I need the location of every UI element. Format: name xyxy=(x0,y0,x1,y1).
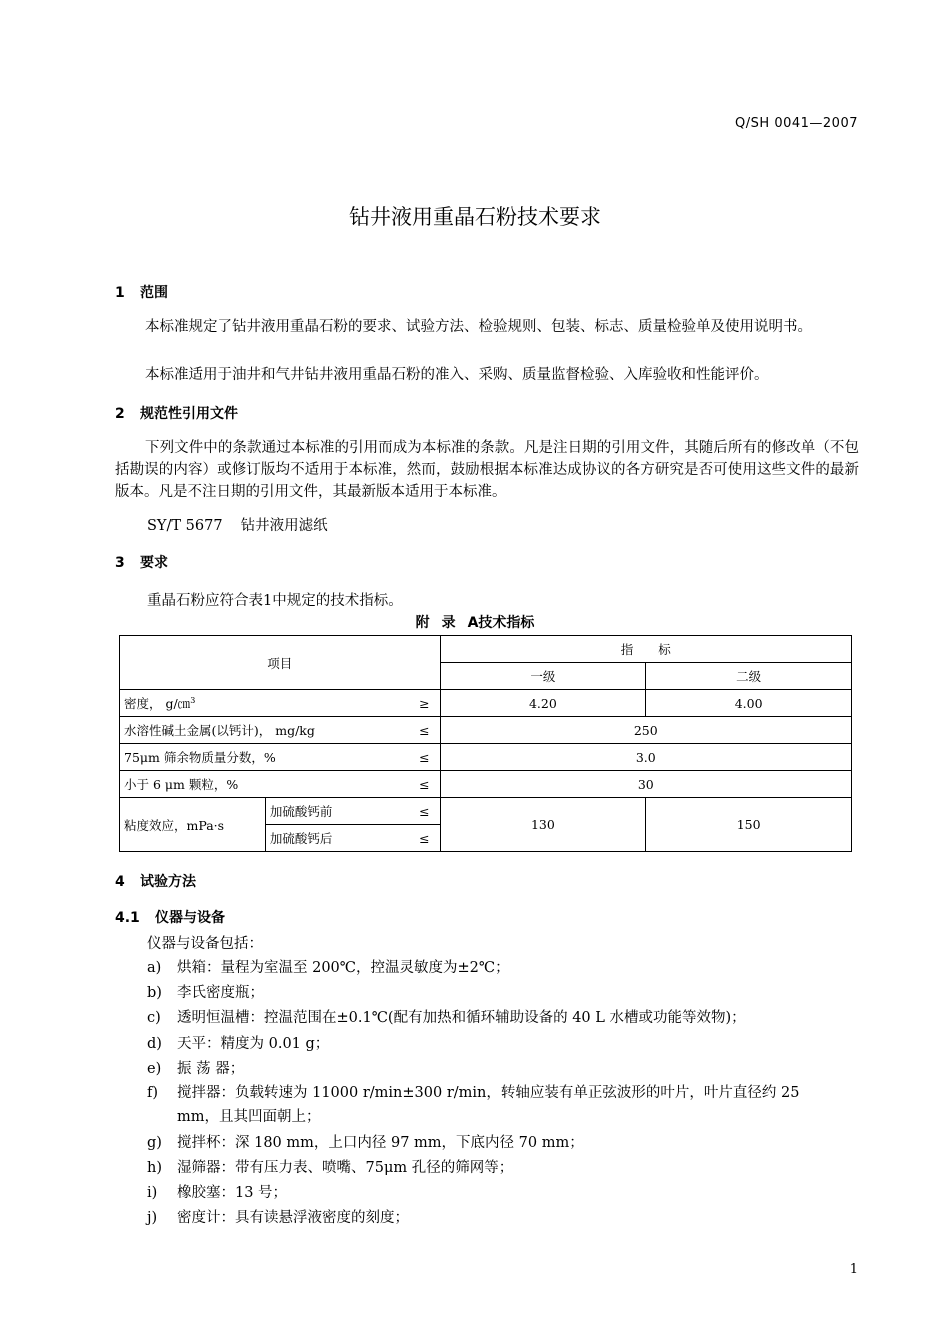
table-caption xyxy=(0,612,950,632)
subsection-number: 4.1 xyxy=(115,910,140,926)
list-label: e) xyxy=(147,1061,162,1077)
spec-table xyxy=(119,635,852,852)
section-1-heading xyxy=(115,282,168,302)
list-text: 天平：精度为 0.01 g； xyxy=(177,1036,330,1052)
section-1-paragraph-2: 本标准适用于油井和气井钻井液用重晶石粉的准入、采购、质量监督检验、入库验收和性能评价。 xyxy=(145,367,769,383)
row-label xyxy=(120,771,441,798)
section-4-heading xyxy=(115,871,196,891)
row-label xyxy=(120,690,441,717)
list-text: 搅拌器：负载转速为 11000 r/min±300 r/min，转轴应装有单正弦波形的叶片，叶片直径约 25 xyxy=(177,1085,800,1101)
list-item xyxy=(147,1206,409,1227)
section-title: 规范性引用文件 xyxy=(140,406,238,422)
list-item xyxy=(147,1006,746,1027)
label-text: 加硫酸钙后 xyxy=(269,831,333,846)
section-number: 1 xyxy=(115,285,125,301)
standard-code: Q/SH 0041—2007 xyxy=(735,116,858,131)
comparison-symbol: ≤ xyxy=(419,803,430,819)
caption-part: 录 xyxy=(441,615,456,631)
value-grade-2: 150 xyxy=(646,798,852,852)
value-merged: 250 xyxy=(440,717,851,744)
section-1-paragraph-1: 本标准规定了钻井液用重晶石粉的要求、试验方法、检验规则、包装、标志、质量检验单及使用说明书。 xyxy=(145,319,812,335)
table-row xyxy=(120,771,852,798)
list-label: f) xyxy=(147,1085,159,1101)
row-label: 粘度效应，mPa·s xyxy=(120,798,266,852)
list-item xyxy=(147,1181,287,1202)
caption-part: A技术指标 xyxy=(467,615,535,631)
comparison-symbol: ≥ xyxy=(419,695,430,711)
equipment-intro: 仪器与设备包括： xyxy=(147,936,263,952)
header-index: 指 标 xyxy=(440,636,851,663)
caption-part: 附 xyxy=(415,615,430,631)
list-label: i) xyxy=(147,1185,158,1201)
section-2-heading xyxy=(115,403,238,423)
list-text: 密度计：具有读悬浮液密度的刻度； xyxy=(177,1210,409,1226)
list-text: 搅拌杯：深 180 mm，上口内径 97 mm，下底内径 70 mm； xyxy=(177,1135,584,1151)
row-label xyxy=(120,744,441,771)
list-text: 湿筛器：带有压力表、喷嘴、75μm 孔径的筛网等； xyxy=(177,1160,514,1176)
list-text: 李氏密度瓶； xyxy=(177,985,264,1001)
table-row xyxy=(120,690,852,717)
section-3-heading xyxy=(115,552,168,572)
list-text: 烘箱：量程为室温至 200℃，控温灵敏度为±2℃； xyxy=(177,960,510,976)
value-grade-1: 130 xyxy=(440,798,646,852)
label-text: 小于 6 μm 颗粒，% xyxy=(124,777,239,792)
list-item xyxy=(147,981,264,1002)
subsection-title: 仪器与设备 xyxy=(155,910,225,926)
header-item: 项目 xyxy=(120,636,441,690)
section-number: 2 xyxy=(115,406,125,422)
comparison-symbol: ≤ xyxy=(419,749,430,765)
row-sublabel xyxy=(265,798,440,825)
page-number: 1 xyxy=(849,1262,858,1277)
superscript: 3 xyxy=(190,695,196,705)
header-grade-1: 一级 xyxy=(440,663,646,690)
section-title: 要求 xyxy=(140,555,168,571)
list-text: 振 荡 器； xyxy=(177,1061,245,1077)
list-text: 透明恒温槽：控温范围在±0.1℃(配有加热和循环辅助设备的 40 L 水槽或功能等效物)； xyxy=(177,1010,746,1026)
table-header-row xyxy=(120,636,852,663)
table-row xyxy=(120,744,852,771)
list-label: c) xyxy=(147,1010,161,1026)
value-grade-1: 4.20 xyxy=(440,690,646,717)
list-item xyxy=(147,1057,244,1078)
list-label: d) xyxy=(147,1036,162,1052)
section-title: 范围 xyxy=(140,285,168,301)
list-label: h) xyxy=(147,1160,162,1176)
list-item xyxy=(147,1081,799,1102)
value-merged: 30 xyxy=(440,771,851,798)
list-text: 橡胶塞：13 号； xyxy=(177,1185,288,1201)
table-row xyxy=(120,717,852,744)
table-row xyxy=(120,798,852,825)
section-title: 试验方法 xyxy=(140,874,196,890)
reference-title: 钻井液用滤纸 xyxy=(240,518,328,534)
list-item-continuation: mm，且其凹面朝上； xyxy=(177,1109,321,1125)
comparison-symbol: ≤ xyxy=(419,830,430,846)
comparison-symbol: ≤ xyxy=(419,776,430,792)
label-text: 75μm 筛余物质量分数，% xyxy=(124,750,276,765)
section-number: 3 xyxy=(115,555,125,571)
row-sublabel xyxy=(265,825,440,852)
row-label xyxy=(120,717,441,744)
list-item xyxy=(147,1131,584,1152)
section-3-paragraph-1: 重晶石粉应符合表1中规定的技术指标。 xyxy=(147,593,403,609)
section-number: 4 xyxy=(115,874,125,890)
list-label: a) xyxy=(147,960,162,976)
document-title: 钻井液用重晶石粉技术要求 xyxy=(349,205,601,229)
list-item xyxy=(147,1032,329,1053)
normative-reference xyxy=(147,514,328,535)
label-text: 加硫酸钙前 xyxy=(269,804,333,819)
list-label: j) xyxy=(147,1210,158,1226)
label-text: 密度， g/㎝ xyxy=(124,696,191,711)
reference-code: SY/T 5677 xyxy=(147,518,223,534)
label-text: 水溶性碱土金属(以钙计)， mg/kg xyxy=(124,723,315,738)
list-item xyxy=(147,1156,513,1177)
value-grade-2: 4.00 xyxy=(646,690,852,717)
value-merged: 3.0 xyxy=(440,744,851,771)
header-grade-2: 二级 xyxy=(646,663,852,690)
comparison-symbol: ≤ xyxy=(419,722,430,738)
list-item xyxy=(147,956,510,977)
list-label: g) xyxy=(147,1135,162,1151)
subsection-4-1-heading xyxy=(115,907,225,927)
list-label: b) xyxy=(147,985,162,1001)
section-2-paragraph-1: 下列文件中的条款通过本标准的引用而成为本标准的条款。凡是注日期的引用文件，其随后所有的修改单（不包括勘误的内容）或修订版均不适用于本标准，然而，鼓励根据本标准达成协议的各方研究是否可使用这些文件的最新版本。凡是不注日期的引用文件，其最新版本适用于本标准。 xyxy=(115,440,859,500)
